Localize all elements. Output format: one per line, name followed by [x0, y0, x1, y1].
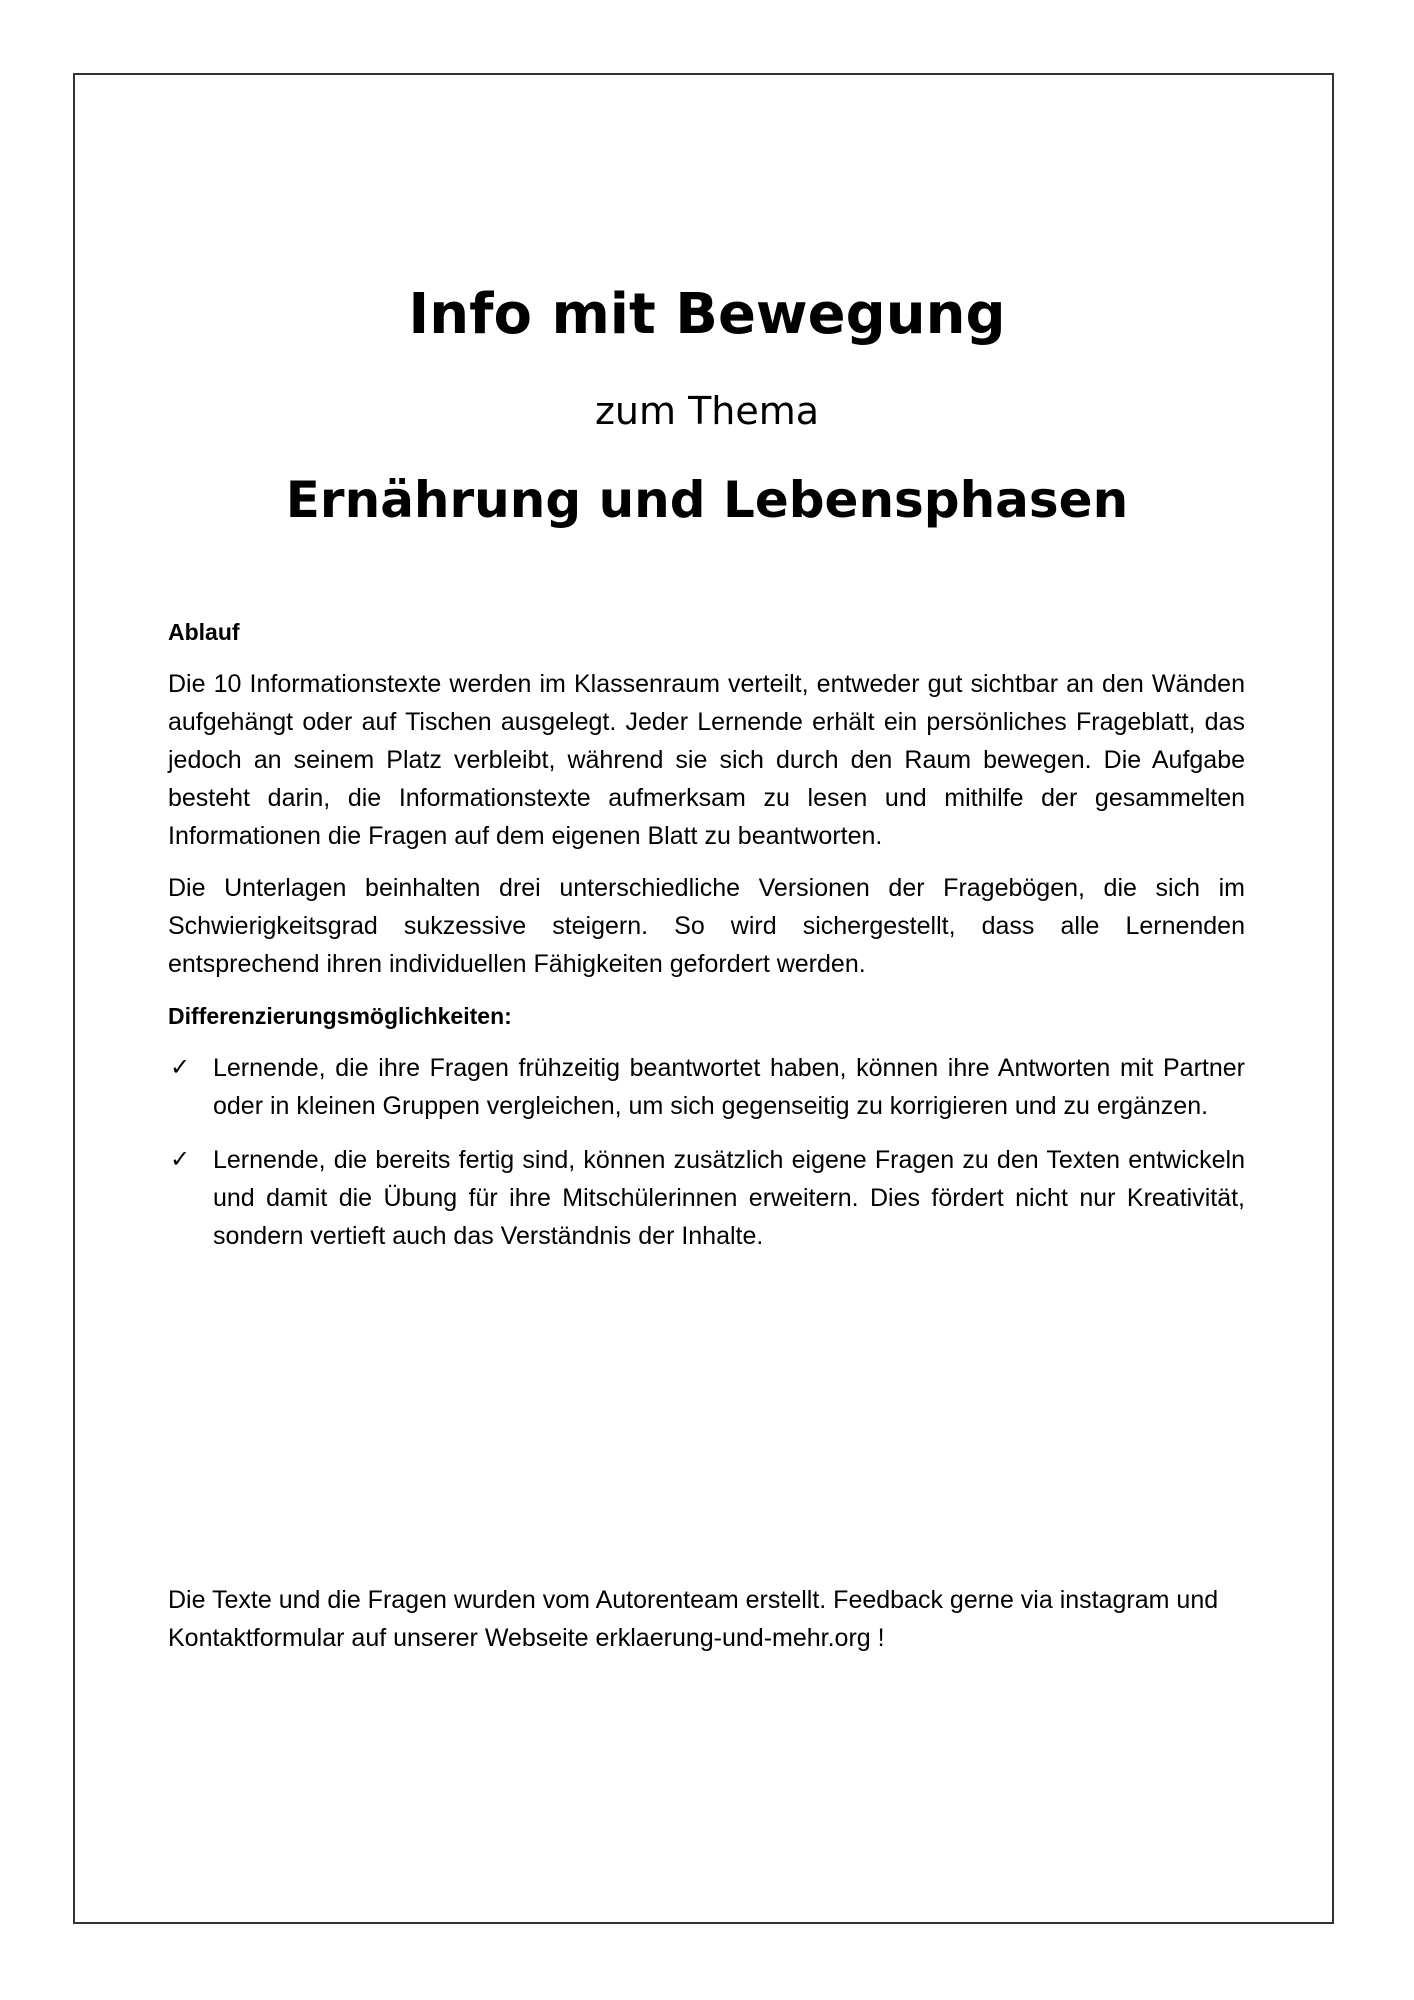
page-subtitle: zum Thema — [594, 389, 820, 433]
ablauf-paragraph-2: Die Unterlagen beinhalten drei unterschiedliche Versionen der Fragebögen, die sich im Schwierigkeitsgrad sukzessive steigern. So wird sichergestellt, dass alle Lernenden entsprechend ihren individuellen Fähigkeiten gefordert werden. — [168, 874, 1245, 978]
list-item — [168, 1049, 1245, 1125]
differenzierung-list — [168, 1049, 1245, 1255]
list-item-text: Lernende, die bereits fertig sind, können zusätzlich eigene Fragen zu den Texten entwickeln und damit die Übung für ihre Mitschülerinnen erweitern. Dies fördert nicht nur Kreativität, sondern vertieft auch das Verständnis der Inhalte. — [213, 1146, 1245, 1250]
checkmark-icon: ✓ — [170, 1054, 191, 1081]
section-heading-ablauf: Ablauf — [168, 619, 240, 645]
checkmark-icon: ✓ — [170, 1146, 191, 1173]
page-title: Info mit Bewegung — [408, 282, 1006, 347]
ablauf-paragraph-1: Die 10 Informationstexte werden im Klassenraum verteilt, entweder gut sichtbar an den Wänden aufgehängt oder auf Tischen ausgelegt. Jeder Lernende erhält ein persönliches Frageblatt, das jedoch an seinem Platz verbleibt, während sie sich durch den Raum bewegen. Die Aufgabe besteht darin, die Informationstexte aufmerksam zu lesen und mithilfe der gesammelten Informationen die Fragen auf dem eigenen Blatt zu beantworten. — [168, 670, 1245, 850]
list-item — [168, 1141, 1245, 1255]
footer-note: Die Texte und die Fragen wurden vom Autorenteam erstellt. Feedback gerne via instagram und Kontaktformular auf unserer Webseite erklaerung-und-mehr.org ! — [168, 1586, 1219, 1652]
main-content — [168, 613, 1245, 1271]
section-heading-differenzierung: Differenzierungsmöglichkeiten: — [168, 1003, 512, 1029]
list-item-text: Lernende, die ihre Fragen frühzeitig beantwortet haben, können ihre Antworten mit Partner oder in kleinen Gruppen vergleichen, um sich gegenseitig zu korrigieren und zu ergänzen. — [213, 1054, 1245, 1120]
topic-title: Ernährung und Lebensphasen — [285, 471, 1129, 529]
